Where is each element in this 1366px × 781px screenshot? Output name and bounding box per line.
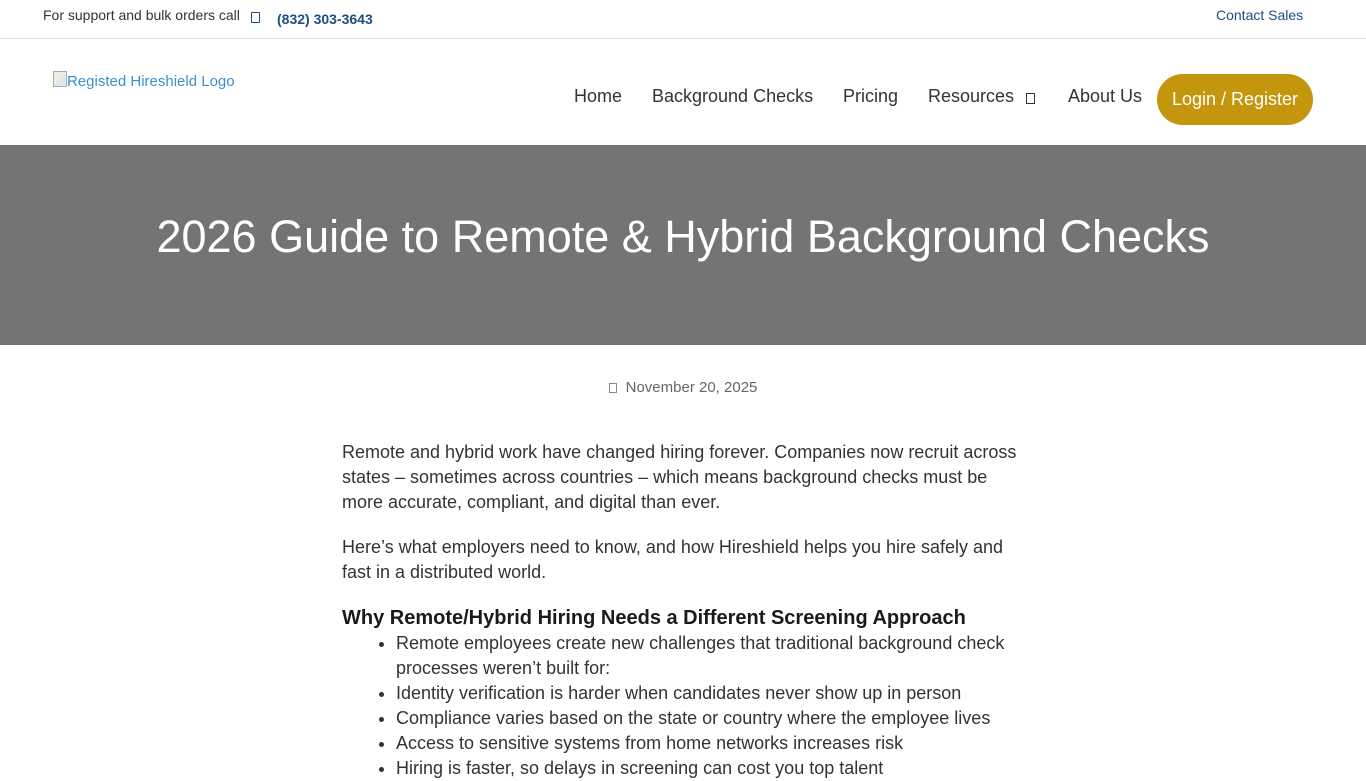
list-item: • Access to sensitive systems from home networks increases risk <box>396 731 1032 756</box>
list-item: • Remote employees create new challenges that traditional background check processes weren’t built for: <box>396 631 1032 681</box>
article-body <box>342 440 1032 781</box>
nav-home[interactable]: Home <box>574 86 623 106</box>
section-heading: Why Remote/Hybrid Hiring Needs a Different Screening Approach <box>342 607 966 629</box>
nav-resources[interactable]: Resources <box>928 86 1015 106</box>
top-bar <box>0 0 1366 39</box>
phone-link[interactable]: (832) 303-3643 <box>277 11 373 27</box>
calendar-icon <box>609 383 617 393</box>
list-item: • Hiring is faster, so delays in screening can cost you top talent <box>396 756 1032 781</box>
nav-about-us[interactable]: About Us <box>1068 86 1143 106</box>
phone-icon <box>251 12 260 23</box>
bullet-list <box>342 631 1032 781</box>
support-text: For support and bulk orders call <box>43 7 240 23</box>
nav-background-checks[interactable]: Background Checks <box>652 86 814 106</box>
post-date <box>0 379 1366 396</box>
list-item: • Identity verification is harder when candidates never show up in person <box>396 681 1032 706</box>
login-register-button[interactable]: Login / Register <box>1157 74 1313 125</box>
article-paragraph: Here’s what employers need to know, and how Hireshield helps you hire safely and fast in a distributed world. <box>342 537 1004 582</box>
article-paragraph: Remote and hybrid work have changed hiring forever. Companies now recruit across states – sometimes across countries – which means background checks must be more accurate, compliant, and digital than ever. <box>342 442 1017 512</box>
logo-alt-text: Registed Hireshield Logo <box>67 73 235 90</box>
post-date-text: November 20, 2025 <box>625 379 758 396</box>
contact-sales-link[interactable]: Contact Sales <box>1216 7 1304 23</box>
nav-pricing[interactable]: Pricing <box>843 86 899 106</box>
page-title: 2026 Guide to Remote & Hybrid Background Checks <box>156 211 1210 262</box>
hero-banner <box>0 145 1366 345</box>
chevron-down-icon[interactable] <box>1026 93 1035 104</box>
site-header <box>0 39 1366 145</box>
broken-image-icon <box>53 71 67 87</box>
site-logo[interactable] <box>53 73 235 90</box>
list-item: • Compliance varies based on the state or country where the employee lives <box>396 706 1032 731</box>
